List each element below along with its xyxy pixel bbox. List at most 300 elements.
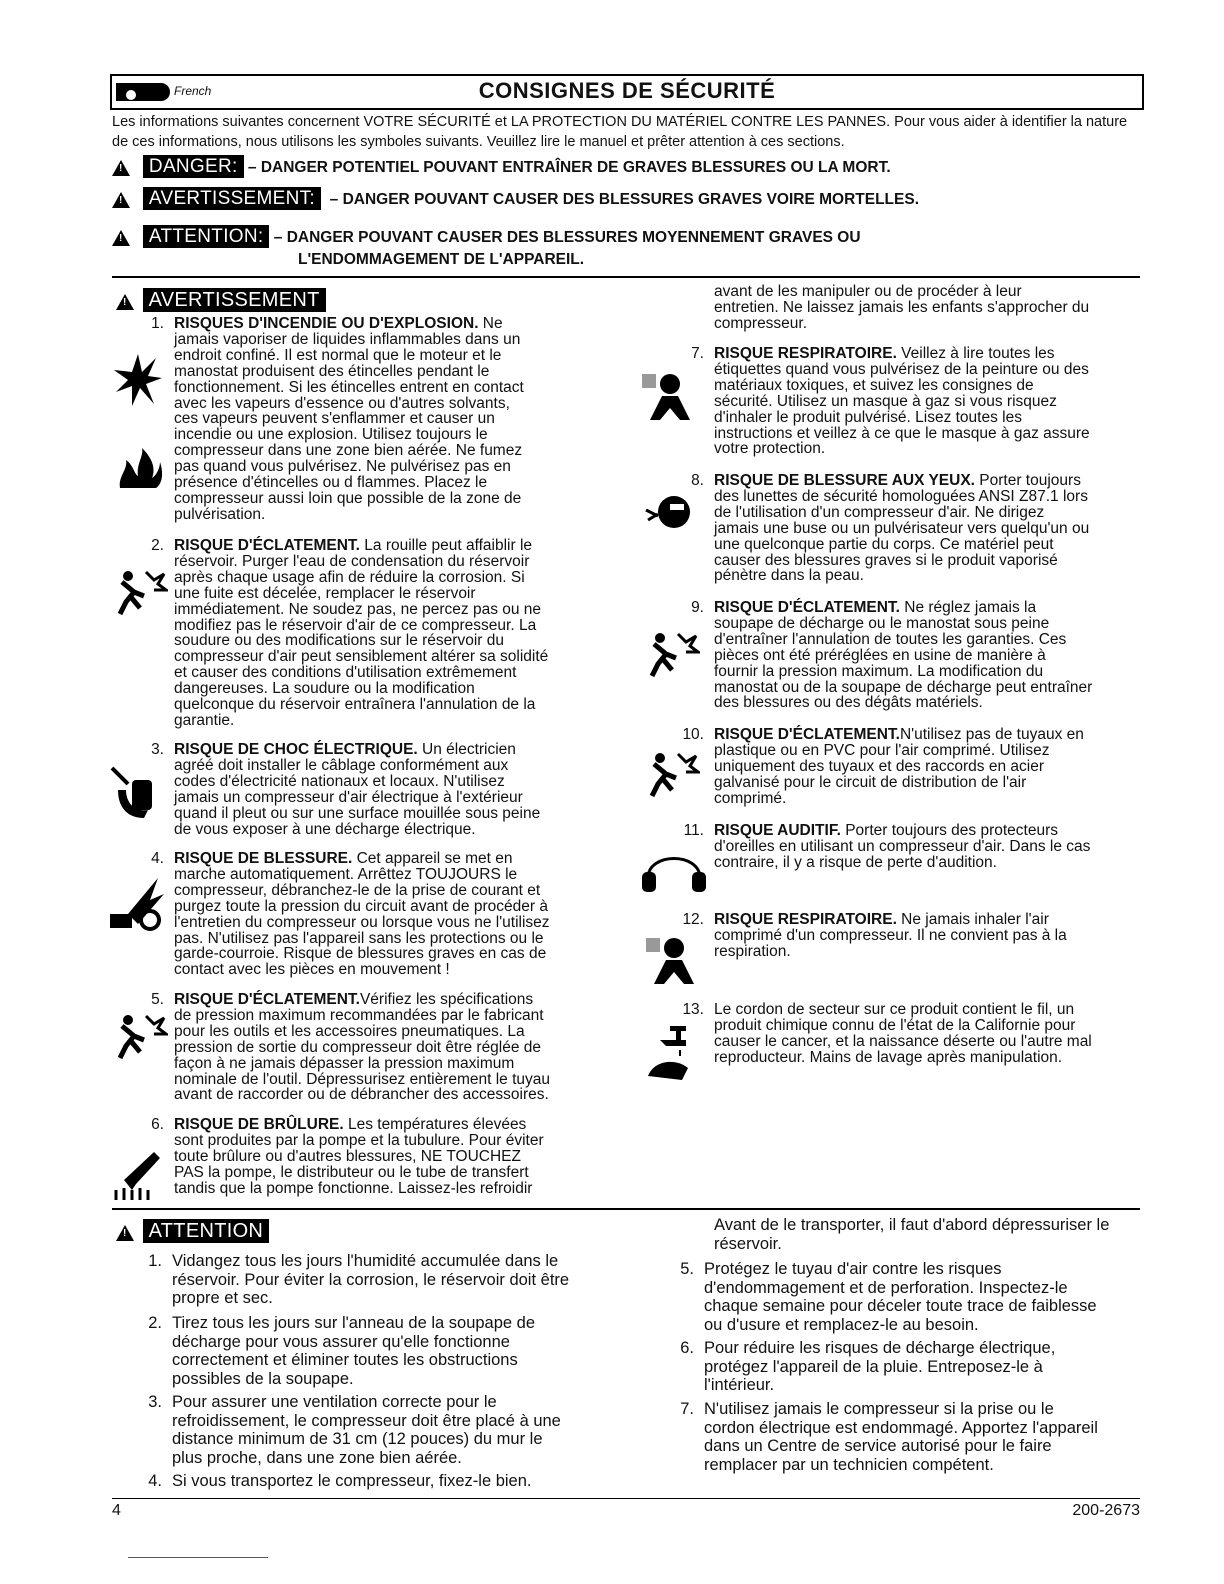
item-text: Porter toujours xyxy=(974,472,1081,489)
item-text: N'utilisez jamais le compresseur si la prise ou le xyxy=(704,1400,1054,1418)
item-line xyxy=(714,791,786,807)
item-text: sont produites par la pompe et la tubulure. Pour éviter xyxy=(174,1131,544,1149)
item-text: plastique ou en PVC pour l'air comprimé. Utilisez xyxy=(714,741,1050,759)
item-line xyxy=(174,1072,550,1088)
item-number: 8. xyxy=(691,472,704,489)
item-line xyxy=(704,1316,979,1335)
item-text: d'endommagement et de perforation. Inspectez-le xyxy=(704,1278,1068,1297)
item-text: pulvérisation. xyxy=(174,505,266,523)
item-text: ou d'usure et remplacez-le au besoin. xyxy=(704,1315,979,1334)
item-line xyxy=(174,538,532,554)
item-line xyxy=(174,822,476,838)
item-number: 5. xyxy=(680,1260,694,1278)
warning-triangle-icon xyxy=(116,1225,134,1241)
item-line xyxy=(174,946,546,962)
eye-protection-icon xyxy=(644,492,692,532)
item-line xyxy=(714,346,1055,362)
item-line xyxy=(172,1370,354,1389)
item-line xyxy=(704,1419,1098,1438)
item-line xyxy=(174,867,517,883)
item-line xyxy=(174,396,510,412)
item-text: Si vous transportez le compresseur, fixez-le bien. xyxy=(172,1472,532,1490)
item-text: Veillez à lire toutes les xyxy=(896,345,1055,362)
item-text: compresseur, débranchez-le de la prise de courant et xyxy=(174,881,541,899)
burst-icon xyxy=(642,628,700,680)
item-line xyxy=(174,1024,525,1040)
item-text: fonctionnement. Si les étincelles entrent en contact xyxy=(174,378,524,396)
item-line xyxy=(714,505,1044,521)
hand-washing-icon xyxy=(646,1024,694,1082)
danger-text: – DANGER POTENTIEL POUVANT ENTRAÎNER DE GRAVES BLESSURES OU LA MORT. xyxy=(247,159,891,176)
item-text: agréé doit installer le câblage conformément aux xyxy=(174,756,509,774)
item-line xyxy=(714,727,1084,743)
item-title: RISQUE DE BLESSURE. xyxy=(174,850,353,867)
item-line xyxy=(174,742,516,758)
item-line xyxy=(174,1056,514,1072)
item-text: fournir la pression maximum. La modification du xyxy=(714,662,1044,680)
item-text: contraire, il y a risque de perte d'audition. xyxy=(714,853,997,871)
item-text: dangereuses. La soudure ou la modification xyxy=(174,680,475,698)
item-text: des lunettes de sécurité homologuées ANSI Z87.1 lors xyxy=(714,487,1088,505)
item-number: 6. xyxy=(151,1116,164,1133)
item-text: causer le cancer, et la naissance déserte ou l'autre mal xyxy=(714,1032,1092,1050)
item-line xyxy=(174,713,234,729)
item-number: 4. xyxy=(151,850,164,867)
item-text: causer des blessures graves si le produit vaporisé xyxy=(714,551,1058,569)
item-text: compresseur aussi loin que possible de la zone de xyxy=(174,489,522,507)
burst-icon xyxy=(110,566,168,618)
item-text: quelconque du réservoir entraînera l'annulation de la xyxy=(174,696,536,713)
moving-parts-icon xyxy=(108,874,166,932)
item-line xyxy=(714,839,1090,855)
item-line xyxy=(174,1040,541,1056)
item-line xyxy=(714,648,1046,664)
item-text: N'utilisez pas de tuyaux en xyxy=(899,726,1084,743)
item-line xyxy=(174,332,520,348)
item-text: toute brûlure ou d'autres blessures, NE TOUCHEZ xyxy=(174,1147,521,1165)
item-line xyxy=(714,426,1090,442)
warning-triangle-icon xyxy=(112,230,130,246)
item-line xyxy=(174,507,265,523)
item-line xyxy=(174,1133,544,1149)
item-number: 1. xyxy=(148,1252,162,1270)
item-line xyxy=(714,944,791,960)
item-line xyxy=(174,1117,526,1133)
item-text: compresseur dans une zone bien aérée. Ne fumez xyxy=(174,442,523,460)
item-text: Pour réduire les risques de décharge électrique, xyxy=(704,1339,1056,1357)
divider xyxy=(112,276,1140,278)
signal-caution xyxy=(112,226,861,248)
burst-icon xyxy=(642,748,700,800)
item-text: l'intérieur. xyxy=(704,1376,775,1394)
item-line xyxy=(172,1351,518,1370)
warning-triangle-icon xyxy=(112,192,130,208)
item-text: votre protection. xyxy=(714,440,826,458)
item-line xyxy=(704,1260,1002,1279)
item-line xyxy=(714,855,997,871)
item-line xyxy=(714,912,1049,928)
item-line xyxy=(704,1358,1043,1377)
item-text: jamais vaporiser de liquides inflammables dans un xyxy=(174,330,521,348)
continuation-line: réservoir. xyxy=(714,1234,782,1253)
item-text: Le cordon de secteur sur ce produit contient le fil, un xyxy=(714,1001,1075,1018)
item-line xyxy=(714,378,1034,394)
item-text: d'oreilles en utilisant un compresseur d'air. Dans le cas xyxy=(714,837,1091,855)
item-line xyxy=(714,743,1050,759)
item-line xyxy=(174,633,504,649)
warning-triangle-icon xyxy=(112,160,130,176)
item-line xyxy=(704,1279,1068,1298)
warning-text: – DANGER POUVANT CAUSER DES BLESSURES GRAVES VOIRE MORTELLES. xyxy=(329,191,920,208)
item-line xyxy=(714,1002,1074,1018)
item-text: remplacer par un technicien compétent. xyxy=(704,1455,994,1474)
signal-danger xyxy=(112,156,891,178)
item-text: respiration. xyxy=(714,942,791,960)
item-text: comprimé d'un compresseur. Il ne convient pas à la xyxy=(714,926,1067,944)
item-text: propre et sec. xyxy=(172,1289,273,1307)
item-text: protégez l'appareil de la pluie. Entreposez-le à xyxy=(704,1357,1043,1376)
item-text: garantie. xyxy=(174,711,235,729)
item-line xyxy=(174,491,521,507)
item-line xyxy=(174,364,489,380)
hot-surface-icon xyxy=(110,1150,164,1204)
item-line xyxy=(714,695,983,711)
item-line xyxy=(704,1456,994,1475)
item-text: de l'utilisation d'un compresseur d'air. Ne dirigez xyxy=(714,503,1045,521)
item-line xyxy=(172,1333,510,1352)
caution-section-badge: ATTENTION xyxy=(143,1219,270,1243)
item-title: RISQUE DE BRÛLURE. xyxy=(174,1116,344,1133)
item-text: cordon électrique est endommagé. Apportez l'appareil xyxy=(704,1418,1098,1437)
item-line xyxy=(174,790,523,806)
item-line xyxy=(704,1297,1097,1316)
language-label: French xyxy=(174,84,212,98)
item-number: 6. xyxy=(680,1339,694,1357)
item-text: codes d'électricité nationaux et locaux. N'utilisez xyxy=(174,772,505,790)
item-line xyxy=(174,602,541,618)
item-line xyxy=(174,1149,521,1165)
item-text: garde-courroie. Risque de blessures graves en cas de xyxy=(174,945,547,963)
item-line xyxy=(172,1252,558,1271)
item-line xyxy=(174,649,548,665)
item-line xyxy=(174,992,533,1008)
item-text: galvanisé pour le circuit de distribution de l'air xyxy=(714,773,1027,791)
item-number: 3. xyxy=(151,741,164,758)
item-text: pas quand vous pulvérisez. Ne pulvérisez pas en xyxy=(174,458,511,476)
explosion-icon xyxy=(112,352,164,408)
item-line xyxy=(714,632,1066,648)
respirator-icon xyxy=(640,370,692,426)
item-line xyxy=(714,680,1092,696)
item-line xyxy=(174,851,513,867)
item-number: 9. xyxy=(691,599,704,616)
item-line xyxy=(714,664,1043,680)
item-text: distance minimum de 31 cm (12 pouces) du mur le xyxy=(172,1430,543,1448)
item-text: instructions et veillez à ce que le masque à gaz assure xyxy=(714,424,1090,442)
item-number: 13. xyxy=(682,1001,704,1018)
item-line xyxy=(172,1314,535,1333)
item-line xyxy=(172,1472,532,1491)
item-text: soudure ou des modifications sur le réservoir du xyxy=(174,632,504,650)
item-text: présence d'étincelles ou d flammes. Placez le xyxy=(174,474,488,491)
intro-text: Les informations suivantes concernent VOTRE SÉCURITÉ et LA PROTECTION DU MATÉRIEL CONTRE LES PANNES. Pour vous aider à identifier la nature de ces informations, nous utilisons les symboles suivants. Veuillez lire le manuel et prêter attention à ces sections. xyxy=(112,114,1128,150)
item-text: Ne réglez jamais la xyxy=(899,599,1037,616)
item-title: RISQUE RESPIRATOIRE. xyxy=(714,911,897,928)
item-line xyxy=(714,928,1067,944)
electric-shock-icon xyxy=(108,764,162,824)
item-line xyxy=(714,362,1089,378)
item-line xyxy=(174,475,487,491)
item-line xyxy=(714,1034,1092,1050)
item-number: 7. xyxy=(680,1400,694,1418)
item-line xyxy=(174,1087,549,1103)
item-line xyxy=(174,1008,544,1024)
item-text: d'inhaler le produit pulvérisé. Lisez toutes les xyxy=(714,408,1022,426)
item-text: compresseur d'air peut sensiblement altérer sa solidité xyxy=(174,648,549,666)
item-line xyxy=(174,380,524,396)
item-number: 11. xyxy=(683,822,704,839)
warning-badge: AVERTISSEMENT: xyxy=(143,187,321,210)
item-text: après chaque usage afin de réduire la corrosion. Si xyxy=(174,568,525,586)
item-line xyxy=(174,348,501,364)
item-line xyxy=(174,915,550,931)
item-text: contact avec les pièces en mouvement ! xyxy=(174,961,450,979)
item-line xyxy=(172,1289,273,1308)
item-text: pièces ont été préréglées en usine de manière à xyxy=(714,646,1046,664)
caution-text-line2: L'ENDOMMAGEMENT DE L'APPAREIL. xyxy=(298,251,585,268)
burst-icon xyxy=(110,1010,168,1062)
item-line xyxy=(172,1449,462,1468)
divider xyxy=(112,1208,1140,1210)
item-line xyxy=(714,553,1058,569)
item-line xyxy=(714,410,1022,426)
item-text: reproducteur. Mains de lavage après manipulation. xyxy=(714,1048,1063,1066)
item-line xyxy=(174,1165,529,1181)
item-text: Ne jamais inhaler l'air xyxy=(896,911,1049,928)
item-line xyxy=(174,806,540,822)
item-text: produit chimique connu de l'état de la Californie pour xyxy=(714,1016,1076,1034)
item-text: endroit confiné. Il est normal que le moteur et le xyxy=(174,346,502,364)
item-line xyxy=(174,883,540,899)
item-line xyxy=(174,774,505,790)
item-line xyxy=(714,775,1026,791)
item-line xyxy=(714,600,1036,616)
item-line xyxy=(714,489,1088,505)
item-text: manostat ou de la soupape de décharge peut entraîner xyxy=(714,678,1093,696)
item-title: RISQUES D'INCENDIE OU D'EXPLOSION. xyxy=(174,315,479,332)
item-line xyxy=(174,554,529,570)
item-title: RISQUE D'ÉCLATEMENT. xyxy=(174,991,360,1008)
item-title: RISQUE D'ÉCLATEMENT. xyxy=(714,726,900,743)
item-text: Cet appareil se met en xyxy=(352,850,513,867)
item-text: dans un Centre de service autorisé pour le faire xyxy=(704,1437,1052,1455)
item-line xyxy=(174,316,503,332)
item-line xyxy=(714,1018,1075,1034)
item-text: décharge pour vous assurer qu'elle fonctionne xyxy=(172,1332,510,1351)
item-title: RISQUE RESPIRATOIRE. xyxy=(714,345,897,362)
warning-triangle-icon xyxy=(116,294,134,310)
item-line xyxy=(174,962,450,978)
item-line xyxy=(174,411,495,427)
item-line xyxy=(172,1393,497,1412)
item-text: tandis que la pompe fonctionne. Laissez-les refroidir xyxy=(174,1179,533,1197)
danger-badge: DANGER: xyxy=(143,155,244,178)
item-text: uniquement des tuyaux et des raccords en acier xyxy=(714,757,1044,775)
item-number: 2. xyxy=(148,1314,162,1332)
item-number: 7. xyxy=(691,345,704,362)
document-code: 200-2673 xyxy=(1072,1502,1140,1519)
item-number: 1. xyxy=(151,315,164,332)
item-text: l'entretien du compresseur ou lorsque vous ne l'utilisez xyxy=(174,913,550,931)
item-number: 4. xyxy=(148,1472,162,1490)
item-line xyxy=(174,758,508,774)
item-text: Porter toujours des protecteurs xyxy=(840,822,1058,839)
item-line xyxy=(174,459,511,475)
link-underline xyxy=(128,1557,268,1558)
fire-icon xyxy=(116,446,164,490)
item-line xyxy=(174,665,516,681)
item-line xyxy=(172,1271,569,1290)
item-text: sécurité. Utilisez un masque à gaz si vous risquez xyxy=(714,392,1057,410)
item-text: immédiatement. Ne soudez pas, ne percez pas ou ne xyxy=(174,600,542,618)
item-line xyxy=(704,1400,1054,1419)
item-text: étiquettes quand vous pulvérisez de la peinture ou des xyxy=(714,360,1089,378)
item-text: pas. N'utilisez pas l'appareil sans les protections ou le xyxy=(174,929,544,947)
item-title: RISQUE D'ÉCLATEMENT. xyxy=(174,537,360,554)
continuation-line: entretien. Ne laissez jamais les enfants s'approcher du xyxy=(714,298,1090,316)
item-text: refroidissement, le compresseur doit être placé à une xyxy=(172,1411,561,1430)
item-number: 10. xyxy=(682,726,704,743)
item-text: PAS la pompe, le distributeur ou le tube de transfert xyxy=(174,1163,529,1181)
item-line xyxy=(174,1181,532,1197)
item-line xyxy=(174,570,525,586)
page-number: 4 xyxy=(112,1502,121,1519)
item-text: Vérifiez les spécifications xyxy=(359,991,534,1008)
item-text: jamais une buse ou un pulvérisateur vers quelqu'un ou xyxy=(714,519,1090,537)
item-text: incendie ou une explosion. Utilisez toujours le xyxy=(174,426,488,444)
item-text: chaque semaine pour déceler toute trace de faiblesse xyxy=(704,1297,1097,1315)
item-text: des blessures ou des dégâts matériels. xyxy=(714,694,983,712)
item-text: façon à ne jamais dépasser la pression maximum xyxy=(174,1054,515,1072)
item-text: Tirez tous les jours sur l'anneau de la soupape de xyxy=(172,1314,536,1332)
item-text: correctement et éliminer toutes les obstructions xyxy=(172,1351,518,1369)
page-title: CONSIGNES DE SÉCURITÉ xyxy=(478,78,776,103)
item-number: 2. xyxy=(151,537,164,554)
item-text: de vous exposer à une décharge électrique. xyxy=(174,820,476,838)
warning-section-badge: AVERTISSEMENT xyxy=(143,288,326,312)
caution-badge: ATTENTION: xyxy=(143,225,270,248)
item-title: RISQUE DE BLESSURE AUX YEUX. xyxy=(714,472,975,489)
item-text: avec les vapeurs d'essence ou d'autres solvants, xyxy=(174,394,510,412)
item-line xyxy=(714,537,1054,553)
continuation-line: avant de les manipuler ou de procéder à leur xyxy=(714,283,1022,300)
item-text: marche automatiquement. Arrêttez TOUJOURS le xyxy=(174,865,518,883)
item-text: pression de sortie du compresseur doit être réglée de xyxy=(174,1038,542,1056)
caution-text: – DANGER POUVANT CAUSER DES BLESSURES MOYENNEMENT GRAVES OU xyxy=(273,229,861,246)
item-line xyxy=(714,568,864,584)
item-text: Vidangez tous les jours l'humidité accumulée dans le xyxy=(172,1252,559,1270)
item-text: Protégez le tuyau d'air contre les risques xyxy=(704,1260,1002,1278)
continuation-line: Avant de le transporter, il faut d'abord dépressuriser le xyxy=(714,1216,1110,1234)
item-line xyxy=(714,521,1089,537)
item-text: quand il pleut ou sur une surface mouillée sous peine xyxy=(174,804,541,822)
item-text: Ne xyxy=(478,315,503,332)
item-line xyxy=(714,473,1081,489)
item-text: purgez toute la pression du circuit avant de procéder à xyxy=(174,897,548,915)
item-line xyxy=(174,618,536,634)
footer-divider xyxy=(112,1498,1140,1499)
item-line xyxy=(714,759,1044,775)
continuation-line: compresseur. xyxy=(714,314,808,332)
item-text: d'entraîner l'annulation de toutes les garanties. Ces xyxy=(714,630,1067,648)
item-title: RISQUE DE CHOC ÉLECTRIQUE. xyxy=(174,741,418,758)
item-text: avant de raccorder ou de débrancher des accessoires. xyxy=(174,1086,549,1104)
item-line xyxy=(704,1437,1052,1456)
item-line xyxy=(174,586,476,602)
item-line xyxy=(704,1376,774,1395)
signal-warning xyxy=(112,188,919,210)
item-text: pénètre dans la peau. xyxy=(714,567,864,585)
item-number: 5. xyxy=(151,991,164,1008)
item-line xyxy=(714,1050,1062,1066)
page-header xyxy=(110,74,1144,110)
item-text: modifiez pas le réservoir d'air de ce compresseur. La xyxy=(174,616,537,634)
item-text: pour les outils et les accessoires pneumatiques. La xyxy=(174,1022,525,1040)
item-number: 3. xyxy=(148,1393,162,1411)
item-line xyxy=(174,697,535,713)
item-line xyxy=(174,427,488,443)
item-text: plus proche, dans une zone bien aérée. xyxy=(172,1448,462,1467)
item-text: une quelconque partie du corps. Ce matériel peut xyxy=(714,535,1054,553)
item-text: nominale de l'outil. Dépressurisez entièrement le tuyau xyxy=(174,1070,551,1088)
item-line xyxy=(174,899,548,915)
item-text: La rouille peut affaiblir le xyxy=(359,537,533,554)
item-text: Les températures élevées xyxy=(343,1116,527,1133)
item-text: de pression maximum recommandées par le fabricant xyxy=(174,1006,544,1024)
item-line xyxy=(172,1430,543,1449)
warning-section-heading xyxy=(116,289,326,312)
item-line xyxy=(174,443,522,459)
item-text: matériaux toxiques, et suivez les consignes de xyxy=(714,376,1034,394)
item-text: Un électricien xyxy=(417,741,516,758)
item-text: jamais un compresseur d'air électrique à l'extérieur xyxy=(174,788,523,806)
item-text: soupape de décharge ou le manostat sous peine xyxy=(714,614,1050,632)
item-number: 12. xyxy=(682,911,704,928)
item-line xyxy=(172,1412,561,1431)
item-text: possibles de la soupape. xyxy=(172,1369,354,1388)
hearing-protection-icon xyxy=(640,842,708,894)
item-line xyxy=(174,681,475,697)
item-text: manostat produisent des étincelles pendant le xyxy=(174,362,490,380)
item-text: réservoir. Pour éviter la corrosion, le réservoir doit être xyxy=(172,1270,570,1289)
caution-section-heading xyxy=(116,1220,269,1243)
item-line xyxy=(714,823,1058,839)
item-text: Pour assurer une ventilation correcte pour le xyxy=(172,1393,497,1411)
item-line xyxy=(714,441,825,457)
item-text: comprimé. xyxy=(714,789,787,807)
item-title: RISQUE D'ÉCLATEMENT. xyxy=(714,599,900,616)
respirator-icon xyxy=(644,934,696,990)
item-line xyxy=(704,1339,1055,1358)
item-title: RISQUE AUDITIF. xyxy=(714,822,841,839)
item-line xyxy=(714,616,1049,632)
item-text: et causer des conditions d'utilisation extrêmement xyxy=(174,664,517,682)
item-text: une fuite est décelée, remplacer le réservoir xyxy=(174,584,476,602)
item-text: ces vapeurs peuvent s'enflammer et causer un xyxy=(174,410,495,428)
item-text: réservoir. Purger l'eau de condensation du réservoir xyxy=(174,552,530,570)
item-line xyxy=(174,931,544,947)
item-line xyxy=(714,394,1057,410)
